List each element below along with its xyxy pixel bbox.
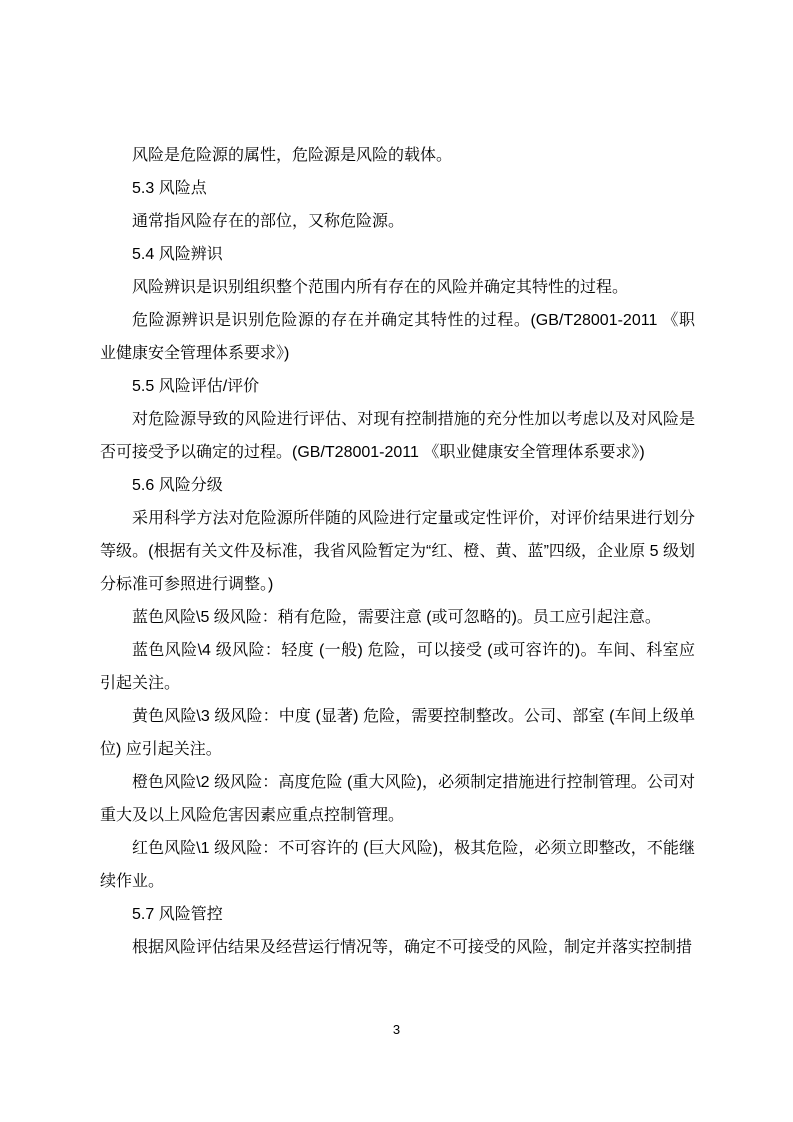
body-paragraph-blue-level4: 蓝色风险\4 级风险：轻度 (一般) 危险，可以接受 (或可容许的)。车间、科室应引起关注。 [100, 642, 695, 692]
body-paragraph: 通常指风险存在的部位，又称危险源。 [132, 213, 405, 230]
body-paragraph: 危险源辨识是识别危险源的存在并确定其特性的过程。(GB/T28001-2011 《职业健康安全管理体系要求》) [100, 312, 695, 362]
body-paragraph-red-level1: 红色风险\1 级风险：不可容许的 (巨大风险)，极其危险，必须立即整改，不能继续作业。 [100, 840, 695, 890]
body-paragraph-orange-level2: 橙色风险\2 级风险：高度危险 (重大风险)，必须制定措施进行控制管理。公司对重大及以上风险危害因素应重点控制管理。 [100, 774, 695, 824]
body-paragraph: 风险是危险源的属性，危险源是风险的载体。 [132, 147, 453, 164]
page-number: 3 [392, 1022, 401, 1037]
page-footer [0, 1022, 793, 1038]
section-heading-5-6: 5.6 风险分级 [132, 477, 223, 494]
section-heading-5-4: 5.4 风险辨识 [132, 246, 223, 263]
section-heading-5-3: 5.3 风险点 [132, 180, 207, 197]
body-paragraph: 根据风险评估结果及经营运行情况等，确定不可接受的风险，制定并落实控制措 [132, 939, 693, 956]
section-heading-5-5: 5.5 风险评估/评价 [132, 378, 260, 395]
document-body [100, 139, 695, 964]
body-paragraph: 对危险源导致的风险进行评估、对现有控制措施的充分性加以考虑以及对风险是否可接受予以确定的过程。(GB/T28001-2011 《职业健康安全管理体系要求》) [100, 411, 695, 461]
body-paragraph-yellow-level3: 黄色风险\3 级风险：中度 (显著) 危险，需要控制整改。公司、部室 (车间上级单位) 应引起关注。 [100, 708, 695, 758]
body-paragraph: 风险辨识是识别组织整个范围内所有存在的风险并确定其特性的过程。 [132, 279, 629, 296]
body-paragraph-blue-level5: 蓝色风险\5 级风险：稍有危险，需要注意 (或可忽略的)。员工应引起注意。 [132, 609, 661, 626]
section-heading-5-7: 5.7 风险管控 [132, 906, 223, 923]
body-paragraph: 采用科学方法对危险源所伴随的风险进行定量或定性评价，对评价结果进行划分等级。(根据有关文件及标准，我省风险暂定为“红、橙、黄、蓝”四级，企业原 5 级划分标准可参照进行调整。) [100, 510, 695, 593]
